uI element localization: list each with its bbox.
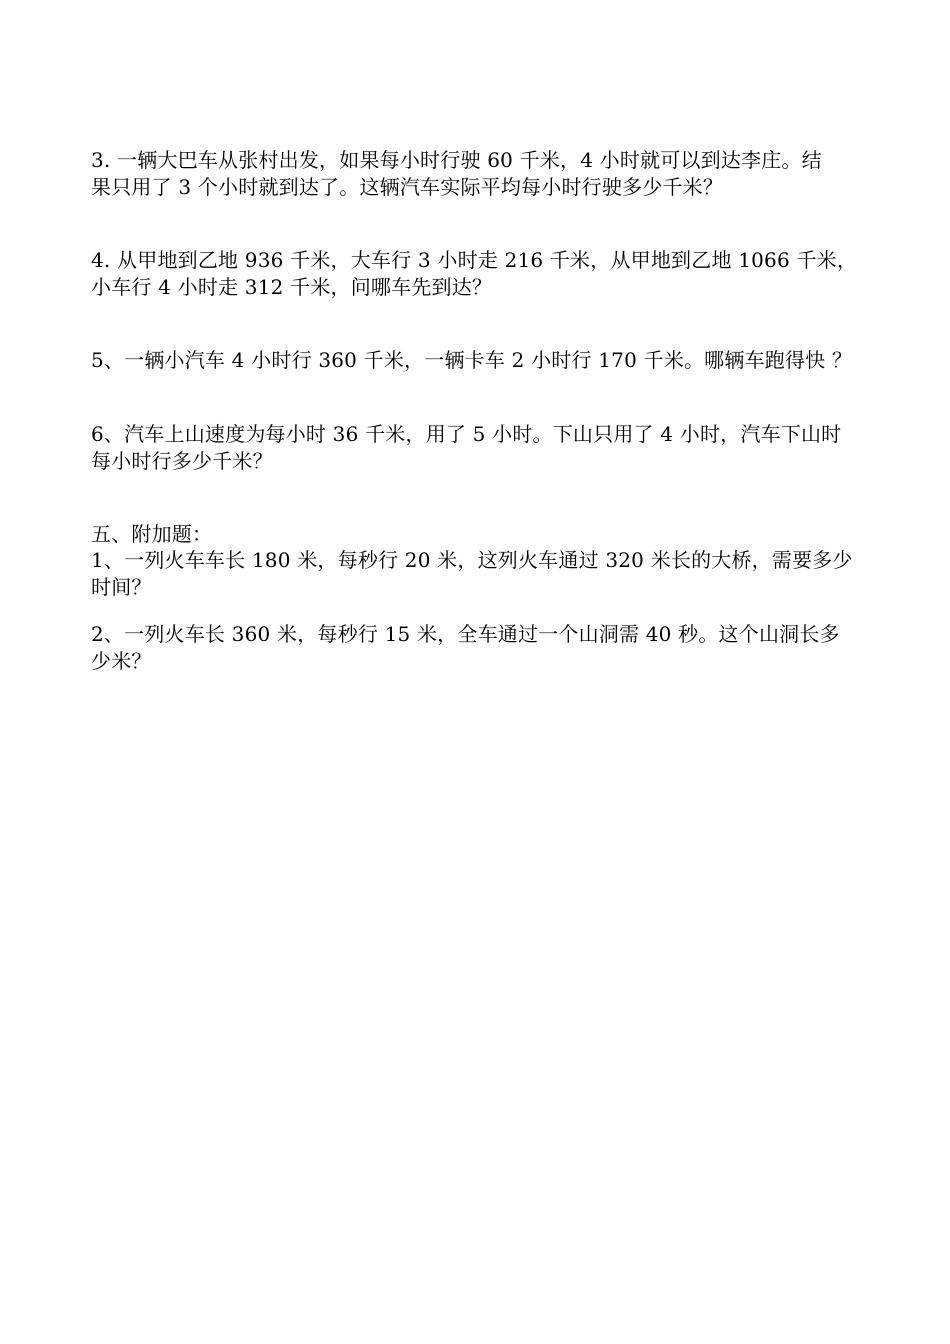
extra-problem-1-line-1: 1、一列火车车长 180 米，每秒行 20 米，这列火车通过 320 米长的大桥，需要多少 [91, 548, 853, 572]
extra-problem-2 [91, 621, 866, 675]
problem-3 [91, 147, 866, 201]
extra-problem-1 [91, 547, 866, 601]
extra-problem-1-line-2: 时间？ [91, 575, 152, 599]
problem-5-line-1: 5、一辆小汽车 4 小时行 360 千米，一辆卡车 2 小时行 170 千米。哪辆车跑得快 ？ [91, 348, 853, 372]
problem-3-line-1: 3. 一辆大巴车从张村出发，如果每小时行驶 60 千米，4 小时就可以到达李庄。结 [91, 148, 822, 172]
extra-section-heading [91, 521, 866, 548]
problem-5 [91, 347, 866, 374]
problem-4-line-2: 小车行 4 小时走 312 千米，问哪车先到达？ [91, 275, 493, 299]
extra-problem-2-line-2: 少米？ [91, 649, 152, 673]
extra-problem-2-line-1: 2、一列火车长 360 米，每秒行 15 米，全车通过一个山洞需 40 秒。这个山洞长多 [91, 622, 840, 646]
section-heading: 五、附加题： [91, 522, 213, 546]
problem-3-line-2: 果只用了 3 个小时就到达了。这辆汽车实际平均每小时行驶多少千米？ [91, 175, 724, 199]
problem-6-line-1: 6、汽车上山速度为每小时 36 千米，用了 5 小时。下山只用了 4 小时，汽车下山时 [91, 422, 842, 446]
problem-6 [91, 421, 866, 475]
problem-4-line-1: 4. 从甲地到乙地 936 千米，大车行 3 小时走 216 千米，从甲地到乙地 1066 千米， [91, 248, 858, 272]
problem-6-line-2: 每小时行多少千米？ [91, 449, 273, 473]
problem-4 [91, 247, 866, 301]
